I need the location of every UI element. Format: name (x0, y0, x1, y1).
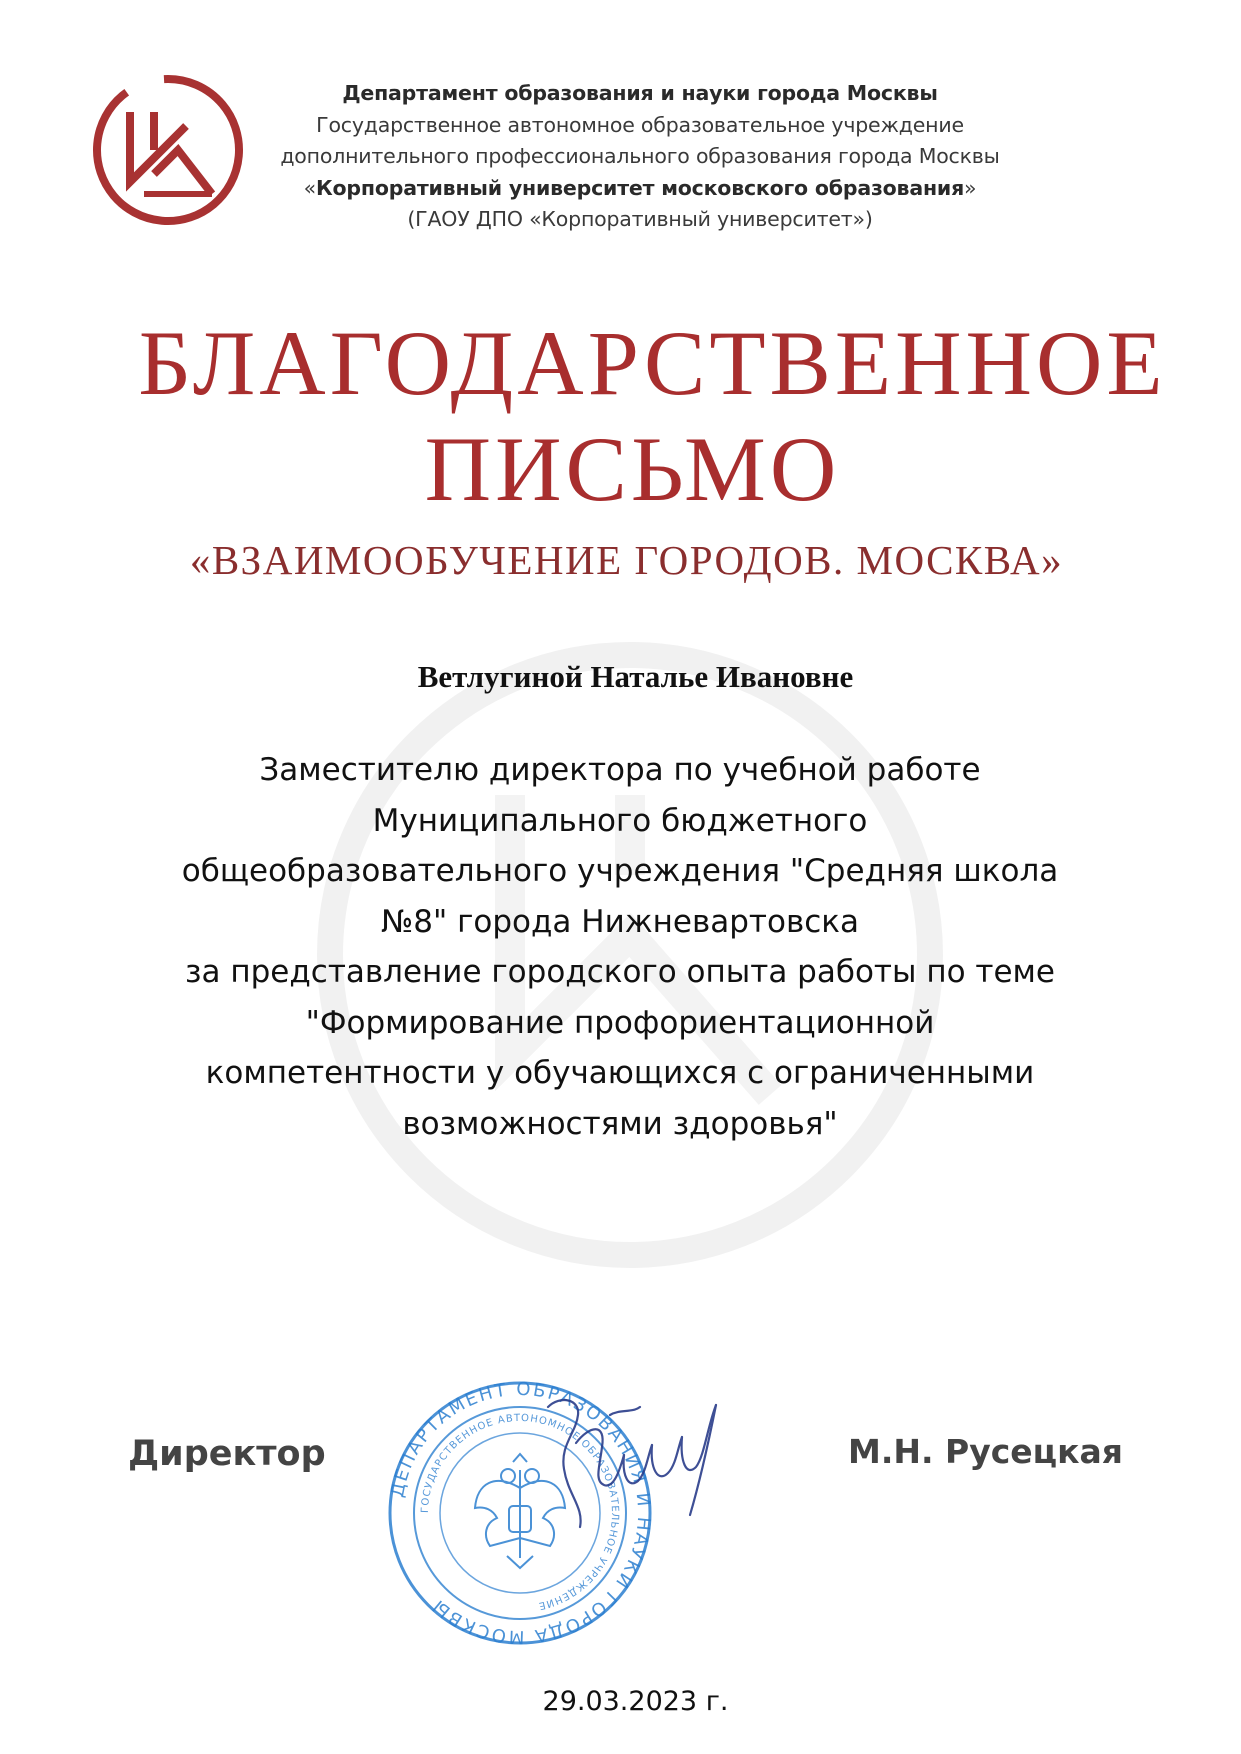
handwritten-signature-icon (540, 1385, 720, 1535)
seal-outer-text: ДЕПАРТАМЕНТ ОБРАЗОВАНИЯ И НАУКИ ГОРОДА МОСКВЫ (386, 1378, 655, 1648)
recipient-name: Ветлугиной Наталье Ивановне (417, 659, 854, 694)
body-line: за представление городского опыта работы по теме (185, 954, 1055, 990)
signer-position: Директор (128, 1434, 326, 1474)
letter-body (120, 745, 1120, 1149)
institution-short-name: (ГАОУ ДПО «Корпоративный университет») (407, 207, 873, 231)
signer-name: М.Н. Русецкая (848, 1432, 1123, 1471)
institution-name: Корпоративный университет московского образования (315, 175, 965, 200)
body-line: Муниципального бюджетного (372, 802, 868, 839)
seal-inner-text: ГОСУДАРСТВЕННОЕ АВТОНОМНОЕ ОБРАЗОВАТЕЛЬНОЕ УЧРЕЖДЕНИЕ (419, 1412, 621, 1612)
document-title-line-1: БЛАГОДАРСТВЕННОЕ (138, 312, 1167, 414)
body-line: №8" города Нижневартовска (381, 903, 859, 940)
document-subtitle: «ВЗАИМООБУЧЕНИЕ ГОРОДОВ. МОСКВА» (189, 537, 1064, 583)
document-title-line-2: ПИСЬМО (424, 418, 841, 520)
document-date: 29.03.2023 г. (542, 1686, 729, 1717)
ku-logo-icon (88, 70, 248, 230)
open-quote: « (303, 175, 316, 200)
body-line: "Формирование профориентационной (305, 1004, 935, 1041)
institution-line-1: Государственное автономное образовательное учреждение (316, 112, 964, 137)
body-line: компетентности у обучающихся с ограниченными (205, 1055, 1035, 1091)
close-quote: » (964, 175, 977, 200)
body-line: возможностями здоровья" (402, 1105, 838, 1142)
institution-line-2: дополнительного профессионального образования города Москвы (280, 144, 1000, 168)
body-line: Заместителю директора по учебной работе (259, 752, 981, 788)
body-line: общеобразовательного учреждения "Средняя школа (181, 853, 1059, 889)
institution-full-name (250, 173, 1030, 205)
organization-header (250, 78, 1030, 236)
department-name: Департамент образования и науки города Москвы (342, 81, 938, 105)
